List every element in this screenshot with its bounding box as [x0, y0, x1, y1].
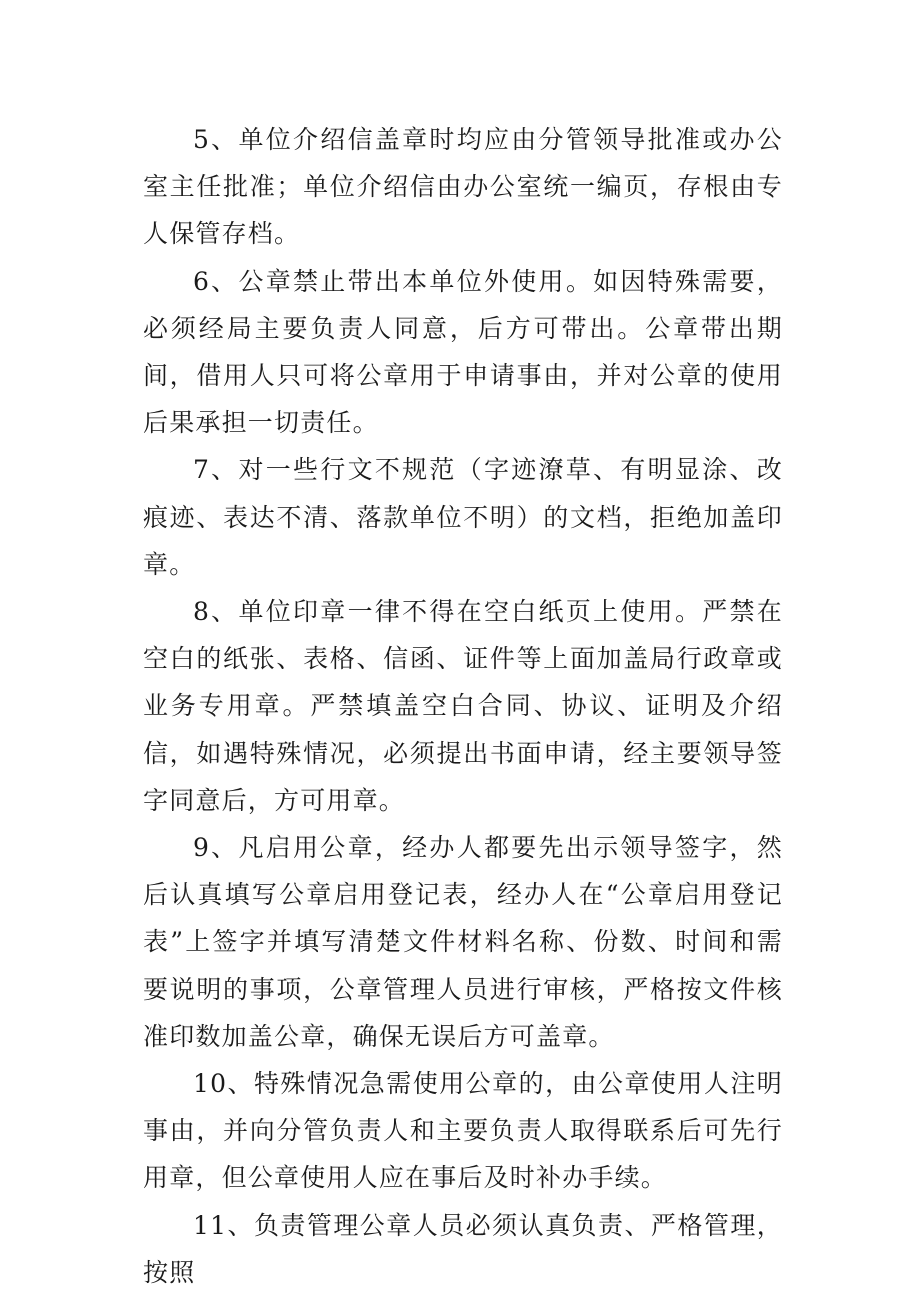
paragraph-item-7: 7、对一些行文不规范（字迹潦草、有明显涂、改痕迹、表达不清、落款单位不明）的文档，拒绝加盖印章。	[143, 455, 783, 579]
paragraph-item-10: 10、特殊情况急需使用公章的，由公章使用人注明事由，并向分管负责人和主要负责人取得联系后可先行用章，但公章使用人应在事后及时补办手续。	[143, 1069, 783, 1193]
paragraph-item-11: 11、负责管理公章人员必须认真负责、严格管理，按照	[143, 1210, 783, 1287]
paragraph-item-8: 8、单位印章一律不得在空白纸页上使用。严禁在空白的纸张、表格、信函、证件等上面加盖局行政章或业务专用章。严禁填盖空白合同、协议、证明及介绍信，如遇特殊情况，必须提出书面申请，经主要领导签字同意后，方可用章。	[143, 597, 783, 815]
paragraph-item-9: 9、凡启用公章，经办人都要先出示领导签字，然后认真填写公章启用登记表，经办人在“公章启用登记表”上签字并填写清楚文件材料名称、份数、时间和需要说明的事项，公章管理人员进行审核，严格按文件核准印数加盖公章，确保无误后方可盖章。	[143, 833, 783, 1051]
paragraph-item-5: 5、单位介绍信盖章时均应由分管领导批准或办公室主任批准；单位介绍信由办公室统一编页，存根由专人保管存档。	[143, 125, 783, 249]
paragraph-item-6: 6、公章禁止带出本单位外使用。如因特殊需要，必须经局主要负责人同意，后方可带出。公章带出期间，借用人只可将公章用于申请事由，并对公章的使用后果承担一切责任。	[143, 266, 783, 438]
document-body	[143, 116, 783, 1296]
